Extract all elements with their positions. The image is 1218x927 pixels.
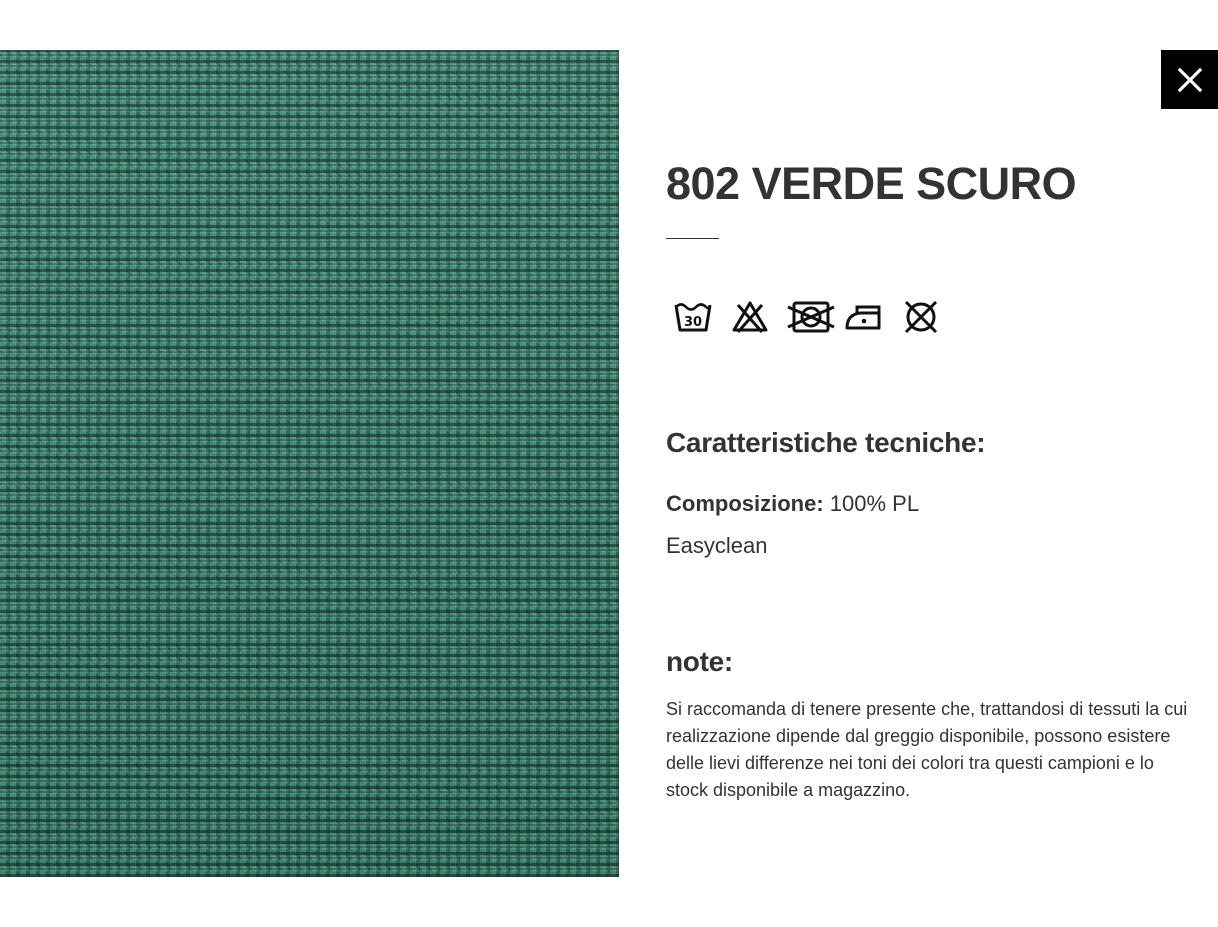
- composition-label: Composizione:: [666, 491, 824, 516]
- close-button[interactable]: [1161, 50, 1218, 109]
- close-icon: [1177, 67, 1203, 93]
- fabric-swatch-image: [0, 50, 619, 877]
- product-info: [666, 150, 1206, 822]
- iron-low-icon: [843, 299, 885, 335]
- technical-heading: Caratteristiche tecniche:: [666, 427, 986, 458]
- notes-text: Si raccomanda di tenere presente che, trattandosi di tessuti la cui realizzazione dipende dal greggio disponibile, possono esistere delle lievi differenze nei toni dei colori tra questi campioni e lo stock disponibile a magazzino.: [666, 699, 1188, 800]
- product-title: 802 VERDE SCURO: [666, 158, 1077, 209]
- notes-heading: note:: [666, 646, 733, 677]
- title-divider: [666, 238, 719, 239]
- feature-easyclean: Easyclean: [666, 533, 768, 558]
- care-icons: [672, 297, 1206, 337]
- wash-temperature-label: 30: [683, 315, 703, 330]
- composition-row: [666, 490, 1206, 518]
- wash-30-icon: [672, 299, 714, 335]
- no-bleach-icon: [729, 299, 771, 335]
- no-tumble-dry-icon: [786, 299, 828, 335]
- composition-value: 100% PL: [823, 491, 920, 516]
- no-dry-clean-icon: [900, 299, 942, 335]
